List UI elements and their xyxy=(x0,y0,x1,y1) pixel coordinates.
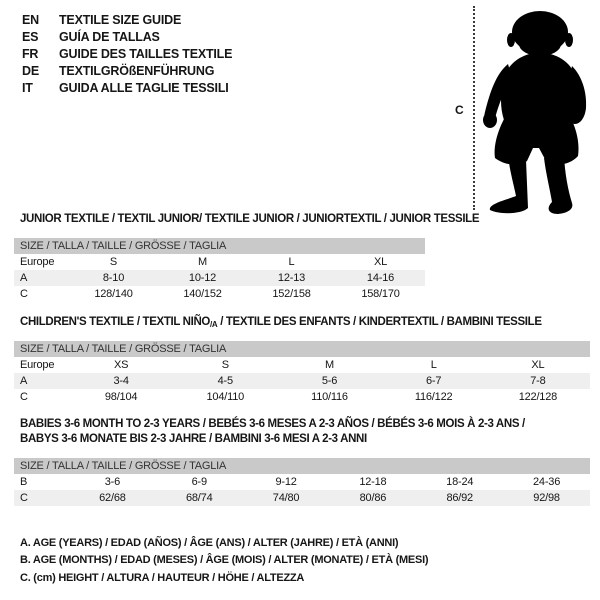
value-cell: 10-12 xyxy=(188,272,217,284)
value-cell: 3-4 xyxy=(113,375,129,387)
size-header-bar: SIZE / TALLA / TAILLE / GRÖSSE / TAGLIA xyxy=(14,458,590,474)
language-title: TEXTILGRÖßENFÜHRUNG xyxy=(59,64,215,78)
table-row xyxy=(14,474,590,490)
value-cell: 24-36 xyxy=(533,476,561,488)
size-header-bar: SIZE / TALLA / TAILLE / GRÖSSE / TAGLIA xyxy=(14,341,590,357)
value-cell: 98/104 xyxy=(104,391,138,403)
value-cell: M xyxy=(324,359,334,371)
legend-item: C. (cm) HEIGHT / ALTURA / HAUTEUR / HÖHE / ALTEZZA xyxy=(20,571,305,584)
height-measure-dotted-line xyxy=(473,6,475,210)
table-title xyxy=(20,417,590,447)
language-code: FR xyxy=(22,47,39,61)
language-title: GUIDA ALLE TAGLIE TESSILI xyxy=(59,81,229,95)
size-table-body xyxy=(14,254,425,302)
language-title: TEXTILE SIZE GUIDE xyxy=(59,13,182,27)
value-cell: 14-16 xyxy=(366,272,395,284)
size-table xyxy=(14,357,590,405)
table-title-line xyxy=(20,417,590,432)
value-cell: 5-6 xyxy=(321,375,338,387)
value-cell: 9-12 xyxy=(275,476,297,488)
language-code: ES xyxy=(22,30,39,44)
value-cell: 12-13 xyxy=(277,272,306,284)
language-row xyxy=(22,29,232,46)
value-cell: 4-5 xyxy=(217,375,233,387)
value-cell: XS xyxy=(113,359,129,371)
measurement-legend xyxy=(20,535,428,587)
size-table-section xyxy=(14,417,590,506)
title-text: JUNIOR TEXTILE / TEXTIL JUNIOR/ TEXTILE JUNIOR / JUNIORTEXTIL / JUNIOR TESSILE xyxy=(20,213,480,225)
value-cell: 6-9 xyxy=(191,476,207,488)
value-cell: 8-10 xyxy=(102,272,125,284)
value-cell: 104/110 xyxy=(206,391,245,403)
value-cell: 80/86 xyxy=(359,492,387,504)
size-table xyxy=(14,474,590,506)
table-title-line xyxy=(20,432,590,447)
value-cell: 62/68 xyxy=(99,492,126,504)
title-text: BABIES 3-6 MONTH TO 2-3 YEARS / BEBÉS 3-6 MESES A 2-3 AÑOS / BÉBÉS 3-6 MOIS À 2-3 ANS / xyxy=(20,418,525,430)
value-cell: 140/152 xyxy=(183,288,222,300)
title-text: CHILDREN'S TEXTILE / TEXTIL NIÑO xyxy=(20,316,211,328)
value-cell: L xyxy=(288,256,295,268)
language-row xyxy=(22,80,232,97)
value-cell: 110/116 xyxy=(311,391,348,403)
table-row xyxy=(14,490,590,506)
language-code: EN xyxy=(22,13,39,27)
value-cell: 152/158 xyxy=(272,288,311,300)
value-cell: 158/170 xyxy=(361,288,400,300)
table-title-line xyxy=(20,212,590,227)
subscript-text: /A xyxy=(210,320,218,329)
value-cell: 6-7 xyxy=(426,375,442,387)
value-cell: 18-24 xyxy=(446,476,474,488)
table-row xyxy=(14,357,590,373)
value-cell: 92/98 xyxy=(533,492,560,504)
language-code: DE xyxy=(22,64,39,78)
value-cell: 12-18 xyxy=(359,476,387,488)
size-table-section xyxy=(14,315,590,405)
language-title-list xyxy=(22,12,232,97)
legend-item: B. AGE (MONTHS) / EDAD (MESES) / ÂGE (MOIS) / ALTER (MONATE) / ETÀ (MESI) xyxy=(20,554,429,567)
value-cell: 122/128 xyxy=(518,391,558,403)
language-title: GUIDE DES TAILLES TEXTILE xyxy=(59,47,233,61)
value-cell: 3-6 xyxy=(104,476,121,488)
value-cell: 116/122 xyxy=(414,391,453,403)
row-label-cell: Europe xyxy=(20,256,55,268)
baby-silhouette-icon xyxy=(480,8,600,214)
row-label-cell: C xyxy=(20,288,28,300)
value-cell: 86/92 xyxy=(446,492,473,504)
language-row xyxy=(22,63,232,80)
row-label-cell: Europe xyxy=(20,359,55,371)
legend-item: A. AGE (YEARS) / EDAD (AÑOS) / ÂGE (ANS) / ALTER (JAHRE) / ETÀ (ANNI) xyxy=(20,537,399,549)
language-code: IT xyxy=(22,81,33,95)
table-title-line xyxy=(20,315,590,330)
value-cell: 74/80 xyxy=(272,492,300,504)
table-title xyxy=(20,315,590,330)
row-label-cell: C xyxy=(20,391,28,403)
value-cell: L xyxy=(430,359,437,371)
value-cell: 7-8 xyxy=(530,375,546,387)
value-cell: S xyxy=(109,256,118,268)
value-cell: 128/140 xyxy=(94,288,133,300)
table-row xyxy=(14,270,425,286)
title-text: / TEXTILE DES ENFANTS / KINDERTEXTIL / BAMBINI TESSILE xyxy=(217,316,542,328)
size-table xyxy=(14,254,425,302)
size-table-section xyxy=(14,212,590,302)
title-text: BABYS 3-6 MONATE BIS 2-3 JAHRE / BAMBINI 3-6 MESI A 2-3 ANNI xyxy=(20,433,367,445)
table-row xyxy=(14,389,590,405)
table-title xyxy=(20,212,590,227)
value-cell: M xyxy=(198,256,207,268)
table-row xyxy=(14,373,590,389)
table-row xyxy=(14,254,425,270)
language-row xyxy=(22,46,232,63)
row-label-cell: A xyxy=(20,272,28,284)
height-measure-label: C xyxy=(455,103,464,117)
value-cell: XL xyxy=(531,359,545,371)
value-cell: S xyxy=(221,359,229,371)
size-tables-area xyxy=(14,212,590,506)
language-row xyxy=(22,12,232,29)
language-title: GUÍA DE TALLAS xyxy=(59,30,160,44)
value-cell: 68/74 xyxy=(185,492,213,504)
size-header-bar: SIZE / TALLA / TAILLE / GRÖSSE / TAGLIA xyxy=(14,238,425,254)
value-cell: XL xyxy=(373,256,388,268)
table-row xyxy=(14,286,425,302)
row-label-cell: C xyxy=(20,492,28,504)
row-label-cell: B xyxy=(20,476,28,488)
row-label-cell: A xyxy=(20,375,28,387)
size-table-body xyxy=(14,474,590,506)
size-table-body xyxy=(14,357,590,405)
